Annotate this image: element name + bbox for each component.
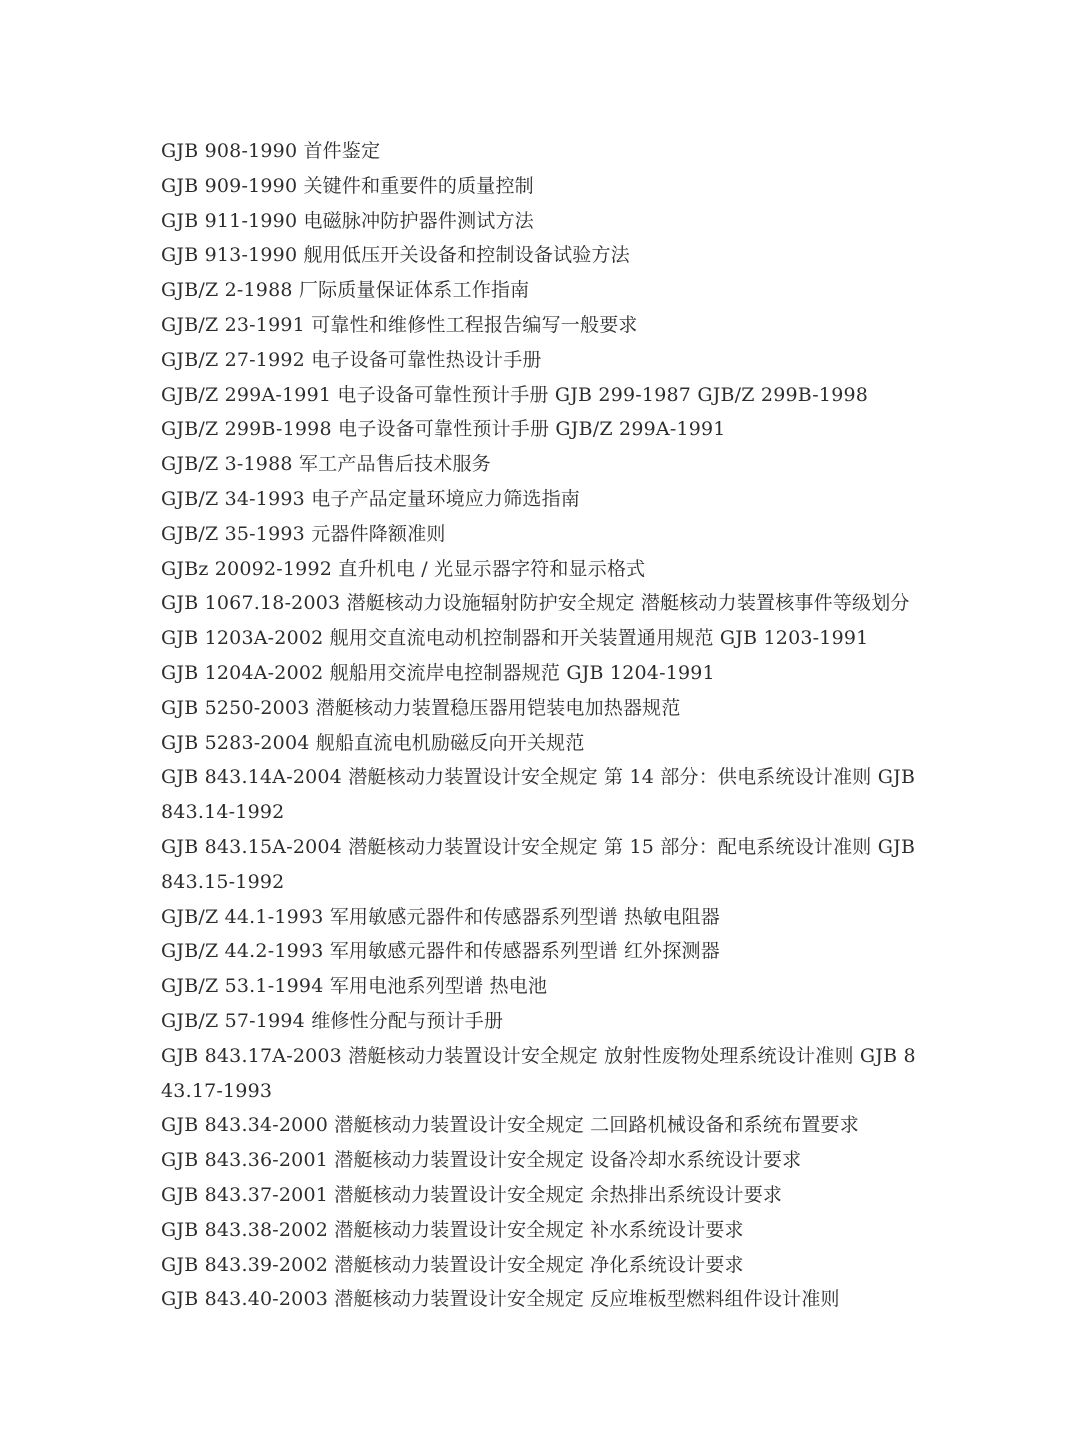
standard-entry: GJB/Z 53.1-1994 军用电池系列型谱 热电池 — [161, 975, 548, 998]
standards-list — [161, 134, 921, 1317]
standard-entry: GJB/Z 44.1-1993 军用敏感元器件和传感器系列型谱 热敏电阻器 — [161, 905, 720, 928]
standard-entry: GJB 5283-2004 舰船直流电机励磁反向开关规范 — [161, 731, 585, 754]
standard-entry: GJB/Z 57-1994 维修性分配与预计手册 — [161, 1009, 504, 1032]
standard-entry: GJB 1203A-2002 舰用交直流电动机控制器和开关装置通用规范 GJB 1203-1991 — [161, 627, 869, 650]
standard-entry: GJB 908-1990 首件鉴定 — [161, 140, 381, 162]
standard-entry: GJB/Z 3-1988 军工产品售后技术服务 — [161, 453, 491, 476]
standard-entry: GJB 843.38-2002 潜艇核动力装置设计安全规定 补水系统设计要求 — [161, 1218, 744, 1241]
standard-entry: GJB 843.15A-2004 潜艇核动力装置设计安全规定 第 15 部分：配电系统设计准则 GJB 843.15-1992 — [161, 835, 916, 893]
standard-entry: GJB/Z 23-1991 可靠性和维修性工程报告编写一般要求 — [161, 313, 638, 336]
standard-entry: GJB 913-1990 舰用低压开关设备和控制设备试验方法 — [161, 244, 630, 267]
standard-entry: GJBz 20092-1992 直升机电 / 光显示器字符和显示格式 — [161, 557, 646, 580]
standard-entry: GJB/Z 299B-1998 电子设备可靠性预计手册 GJB/Z 299A-1991 — [161, 418, 726, 441]
standard-entry: GJB/Z 299A-1991 电子设备可靠性预计手册 GJB 299-1987 GJB/Z 299B-1998 — [161, 383, 869, 406]
standard-entry: GJB 843.14A-2004 潜艇核动力装置设计安全规定 第 14 部分：供电系统设计准则 GJB 843.14-1992 — [161, 766, 916, 824]
standard-entry: GJB 911-1990 电磁脉冲防护器件测试方法 — [161, 209, 534, 232]
standard-entry: GJB/Z 27-1992 电子设备可靠性热设计手册 — [161, 348, 542, 371]
standard-entry: GJB/Z 34-1993 电子产品定量环境应力筛选指南 — [161, 487, 580, 510]
standard-entry: GJB/Z 35-1993 元器件降额准则 — [161, 522, 446, 545]
standard-entry: GJB 843.40-2003 潜艇核动力装置设计安全规定 反应堆板型燃料组件设计准则 — [161, 1288, 840, 1311]
standard-entry: GJB 843.17A-2003 潜艇核动力装置设计安全规定 放射性废物处理系统设计准则 GJB 843.17-1993 — [161, 1044, 916, 1102]
standard-entry: GJB/Z 44.2-1993 军用敏感元器件和传感器系列型谱 红外探测器 — [161, 940, 720, 963]
standard-entry: GJB 843.37-2001 潜艇核动力装置设计安全规定 余热排出系统设计要求 — [161, 1183, 783, 1206]
standard-entry: GJB 1204A-2002 舰船用交流岸电控制器规范 GJB 1204-1991 — [161, 661, 715, 684]
standard-entry: GJB/Z 2-1988 厂际质量保证体系工作指南 — [161, 279, 530, 302]
standard-entry: GJB 5250-2003 潜艇核动力装置稳压器用铠装电加热器规范 — [161, 696, 681, 719]
standard-entry: GJB 843.36-2001 潜艇核动力装置设计安全规定 设备冷却水系统设计要求 — [161, 1149, 802, 1172]
standard-entry: GJB 909-1990 关键件和重要件的质量控制 — [161, 174, 534, 197]
standard-entry: GJB 1067.18-2003 潜艇核动力设施辐射防护安全规定 潜艇核动力装置核事件等级划分 — [161, 592, 910, 615]
standard-entry: GJB 843.39-2002 潜艇核动力装置设计安全规定 净化系统设计要求 — [161, 1253, 744, 1276]
standard-entry: GJB 843.34-2000 潜艇核动力装置设计安全规定 二回路机械设备和系统布置要求 — [161, 1114, 859, 1137]
